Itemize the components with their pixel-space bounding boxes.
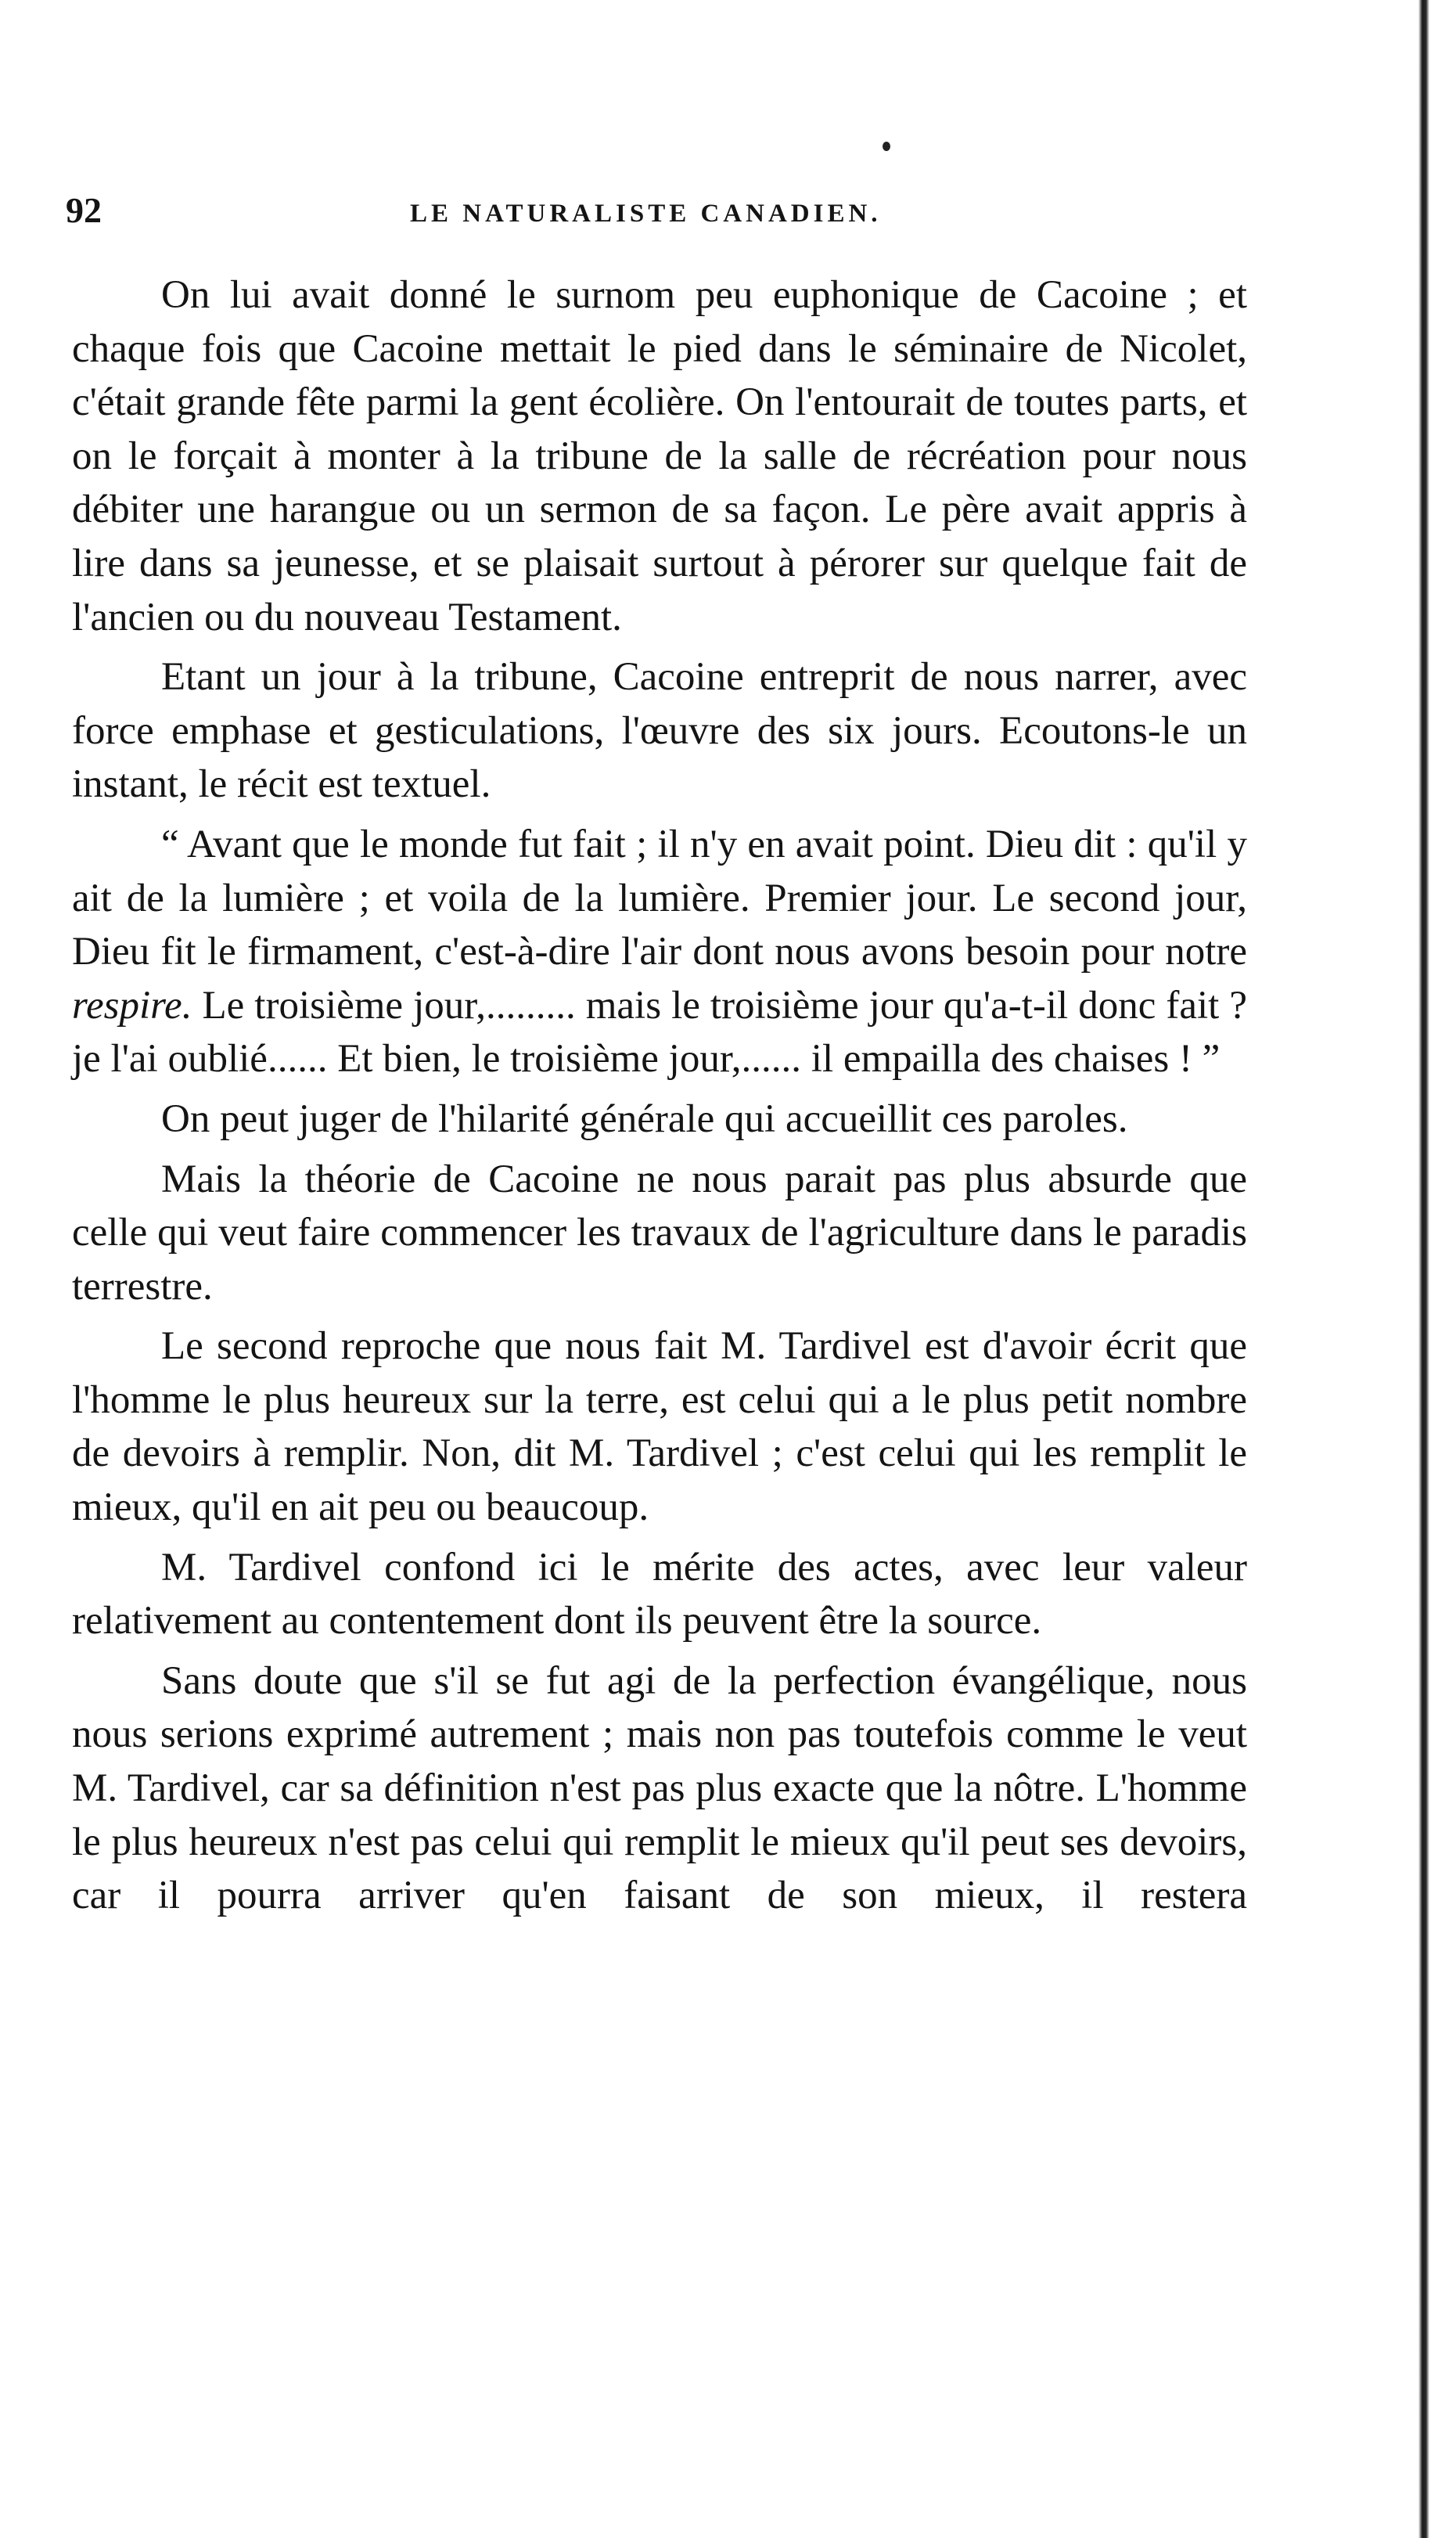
paragraph-1: On lui avait donné le surnom peu euphonique de Cacoine ; et chaque fois que Cacoine mettait le pied dans le séminaire de Nicolet, c'était grande fête parmi la gent écolière. On l'entourait de toutes parts, et on le forçait à monter à la tribune de la salle de récréation pour nous débiter une harangue ou un sermon de sa façon. Le père avait appris à lire dans sa jeunesse, et se plaisait surtout à pérorer sur quelque fait de l'ancien ou du nouveau Testament. (72, 273, 1247, 639)
page-binding-edge (1418, 0, 1429, 2538)
quotation-italic-word: respire. (72, 983, 192, 1028)
page-header (66, 183, 1302, 238)
paragraph-7: M. Tardivel confond ici le mérite des actes, avec leur valeur relativement au contentement dont ils peuvent être la source. (72, 1545, 1247, 1643)
paragraph-3-quotation (72, 818, 1247, 1086)
paragraph-8: Sans doute que s'il se fut agi de la perfection évangélique, nous nous serions exprimé autrement ; mais non pas toutefois comme le veut M. Tardivel, car sa définition n'est pas plus exacte que la nôtre. L'homme le plus heureux n'est pas celui qui remplit le mieux qu'il peut ses devoirs, car il pourra arriver qu'en faisant de son mieux, il restera (72, 1658, 1247, 1918)
running-head: LE NATURALISTE CANADIEN. (410, 200, 882, 228)
quotation-part-2: Le troisième jour,......... mais le troisième jour qu'a-t-il donc fait ? je l'ai oublié...... Et bien, le troisième jour,...... il empailla des chaises ! ” (72, 983, 1247, 1082)
paragraph-6: Le second reproche que nous fait M. Tardivel est d'avoir écrit que l'homme le plus heureux sur la terre, est celui qui a le plus petit nombre de devoirs à remplir. Non, dit M. Tardivel ; c'est celui qui les remplit le mieux, qu'il en ait peu ou beaucoup. (72, 1324, 1247, 1530)
quotation-part-1: “ Avant que le monde fut fait ; il n'y en avait point. Dieu dit : qu'il y ait de la lumière ; et voila de la lumière. Premier jour. Le second jour, Dieu fit le firmament, c'est-à-dire l'air dont nous avons besoin pour notre (72, 822, 1247, 974)
page-number: 92 (66, 190, 102, 230)
paragraph-4: On peut juger de l'hilarité générale qui accueillit ces paroles. (161, 1096, 1128, 1141)
ink-speck (883, 142, 890, 151)
body-text (72, 268, 1247, 1929)
paragraph-2: Etant un jour à la tribune, Cacoine entreprit de nous narrer, avec force emphase et gesticulations, l'œuvre des six jours. Ecoutons-le un instant, le récit est textuel. (72, 655, 1247, 807)
paragraph-5: Mais la théorie de Cacoine ne nous parait pas plus absurde que celle qui veut faire commencer les travaux de l'agriculture dans le paradis terrestre. (72, 1157, 1247, 1309)
